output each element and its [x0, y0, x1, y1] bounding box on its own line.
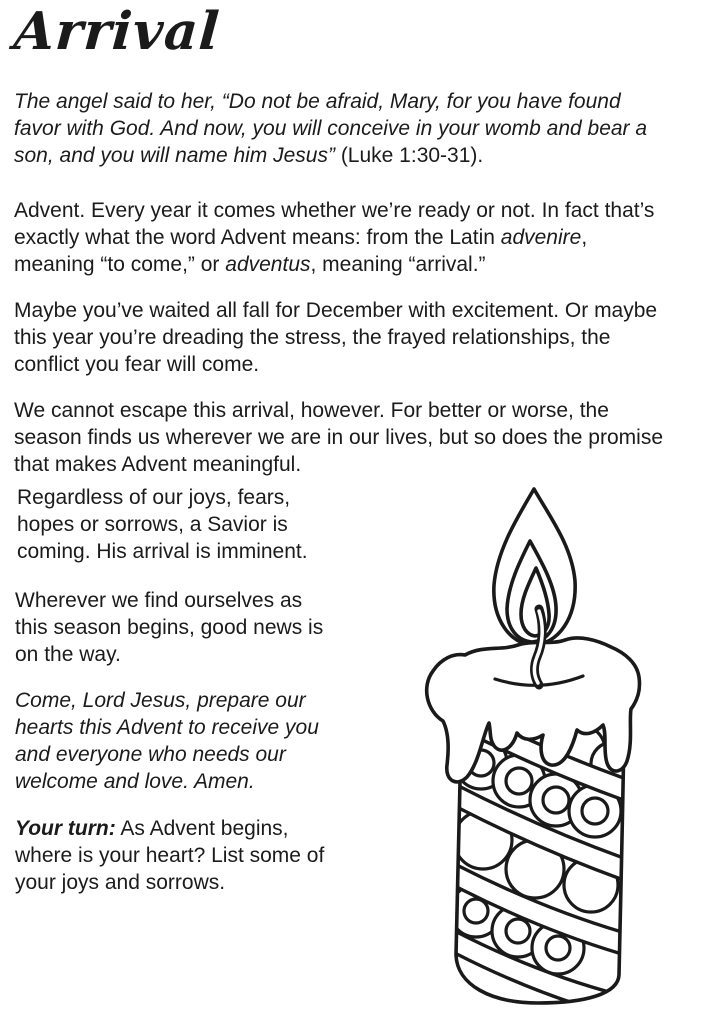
candle-illustration — [413, 473, 705, 1023]
flame-icon — [494, 489, 575, 645]
text-line: exactly what the word Advent means: from the Latin advenire, — [14, 226, 588, 249]
text-line: where is your heart? List some of — [15, 844, 325, 867]
text-line: Advent. Every year it comes whether we’re ready or not. In fact that’s — [14, 199, 655, 222]
text-line: this season begins, good news is — [15, 616, 324, 639]
text-line: conflict you fear will come. — [14, 353, 260, 376]
paragraph-maybe-waited — [14, 297, 702, 378]
text-line: hearts this Advent to receive you — [15, 716, 319, 739]
text-line: son, and you will name him Jesus” (Luke 1:30-31). — [14, 144, 484, 167]
paragraph-prayer — [15, 687, 415, 795]
text-line: this year you’re dreading the stress, the frayed relationships, the — [14, 326, 611, 349]
paragraph-your-turn — [15, 815, 415, 896]
text-line: Regardless of our joys, fears, — [17, 486, 291, 509]
text-line: The angel said to her, “Do not be afraid, Mary, for you have found — [14, 90, 621, 113]
text-line: your joys and sorrows. — [15, 871, 226, 894]
paragraph-wherever — [15, 587, 415, 668]
text-line: that makes Advent meaningful. — [14, 453, 302, 476]
text-line: Maybe you’ve waited all fall for December with excitement. Or maybe — [14, 299, 658, 322]
candle-coloring-image — [413, 473, 705, 1023]
paragraph-scripture-quote — [14, 88, 702, 169]
text-line: and everyone who needs our — [15, 743, 286, 766]
text-line: Wherever we find ourselves as — [15, 589, 303, 612]
text-line: We cannot escape this arrival, however. For better or worse, the — [14, 399, 609, 422]
text-line: on the way. — [15, 643, 121, 666]
text-line: Come, Lord Jesus, prepare our — [15, 689, 306, 712]
page-title: Arrival — [12, 1, 222, 62]
text-line: season finds us wherever we are in our lives, but so does the promise — [14, 426, 664, 449]
text-line: meaning “to come,” or adventus, meaning “arrival.” — [14, 253, 486, 276]
paragraph-cannot-escape — [14, 397, 702, 478]
text-line: coming. His arrival is imminent. — [17, 540, 308, 563]
text-line: Your turn: As Advent begins, — [15, 817, 289, 840]
text-line: welcome and love. Amen. — [15, 770, 255, 793]
paragraph-regardless — [17, 484, 417, 565]
text-line: hopes or sorrows, a Savior is — [17, 513, 288, 536]
paragraph-advent-meaning — [14, 197, 702, 278]
text-line: favor with God. And now, you will conceive in your womb and bear a — [14, 117, 648, 140]
